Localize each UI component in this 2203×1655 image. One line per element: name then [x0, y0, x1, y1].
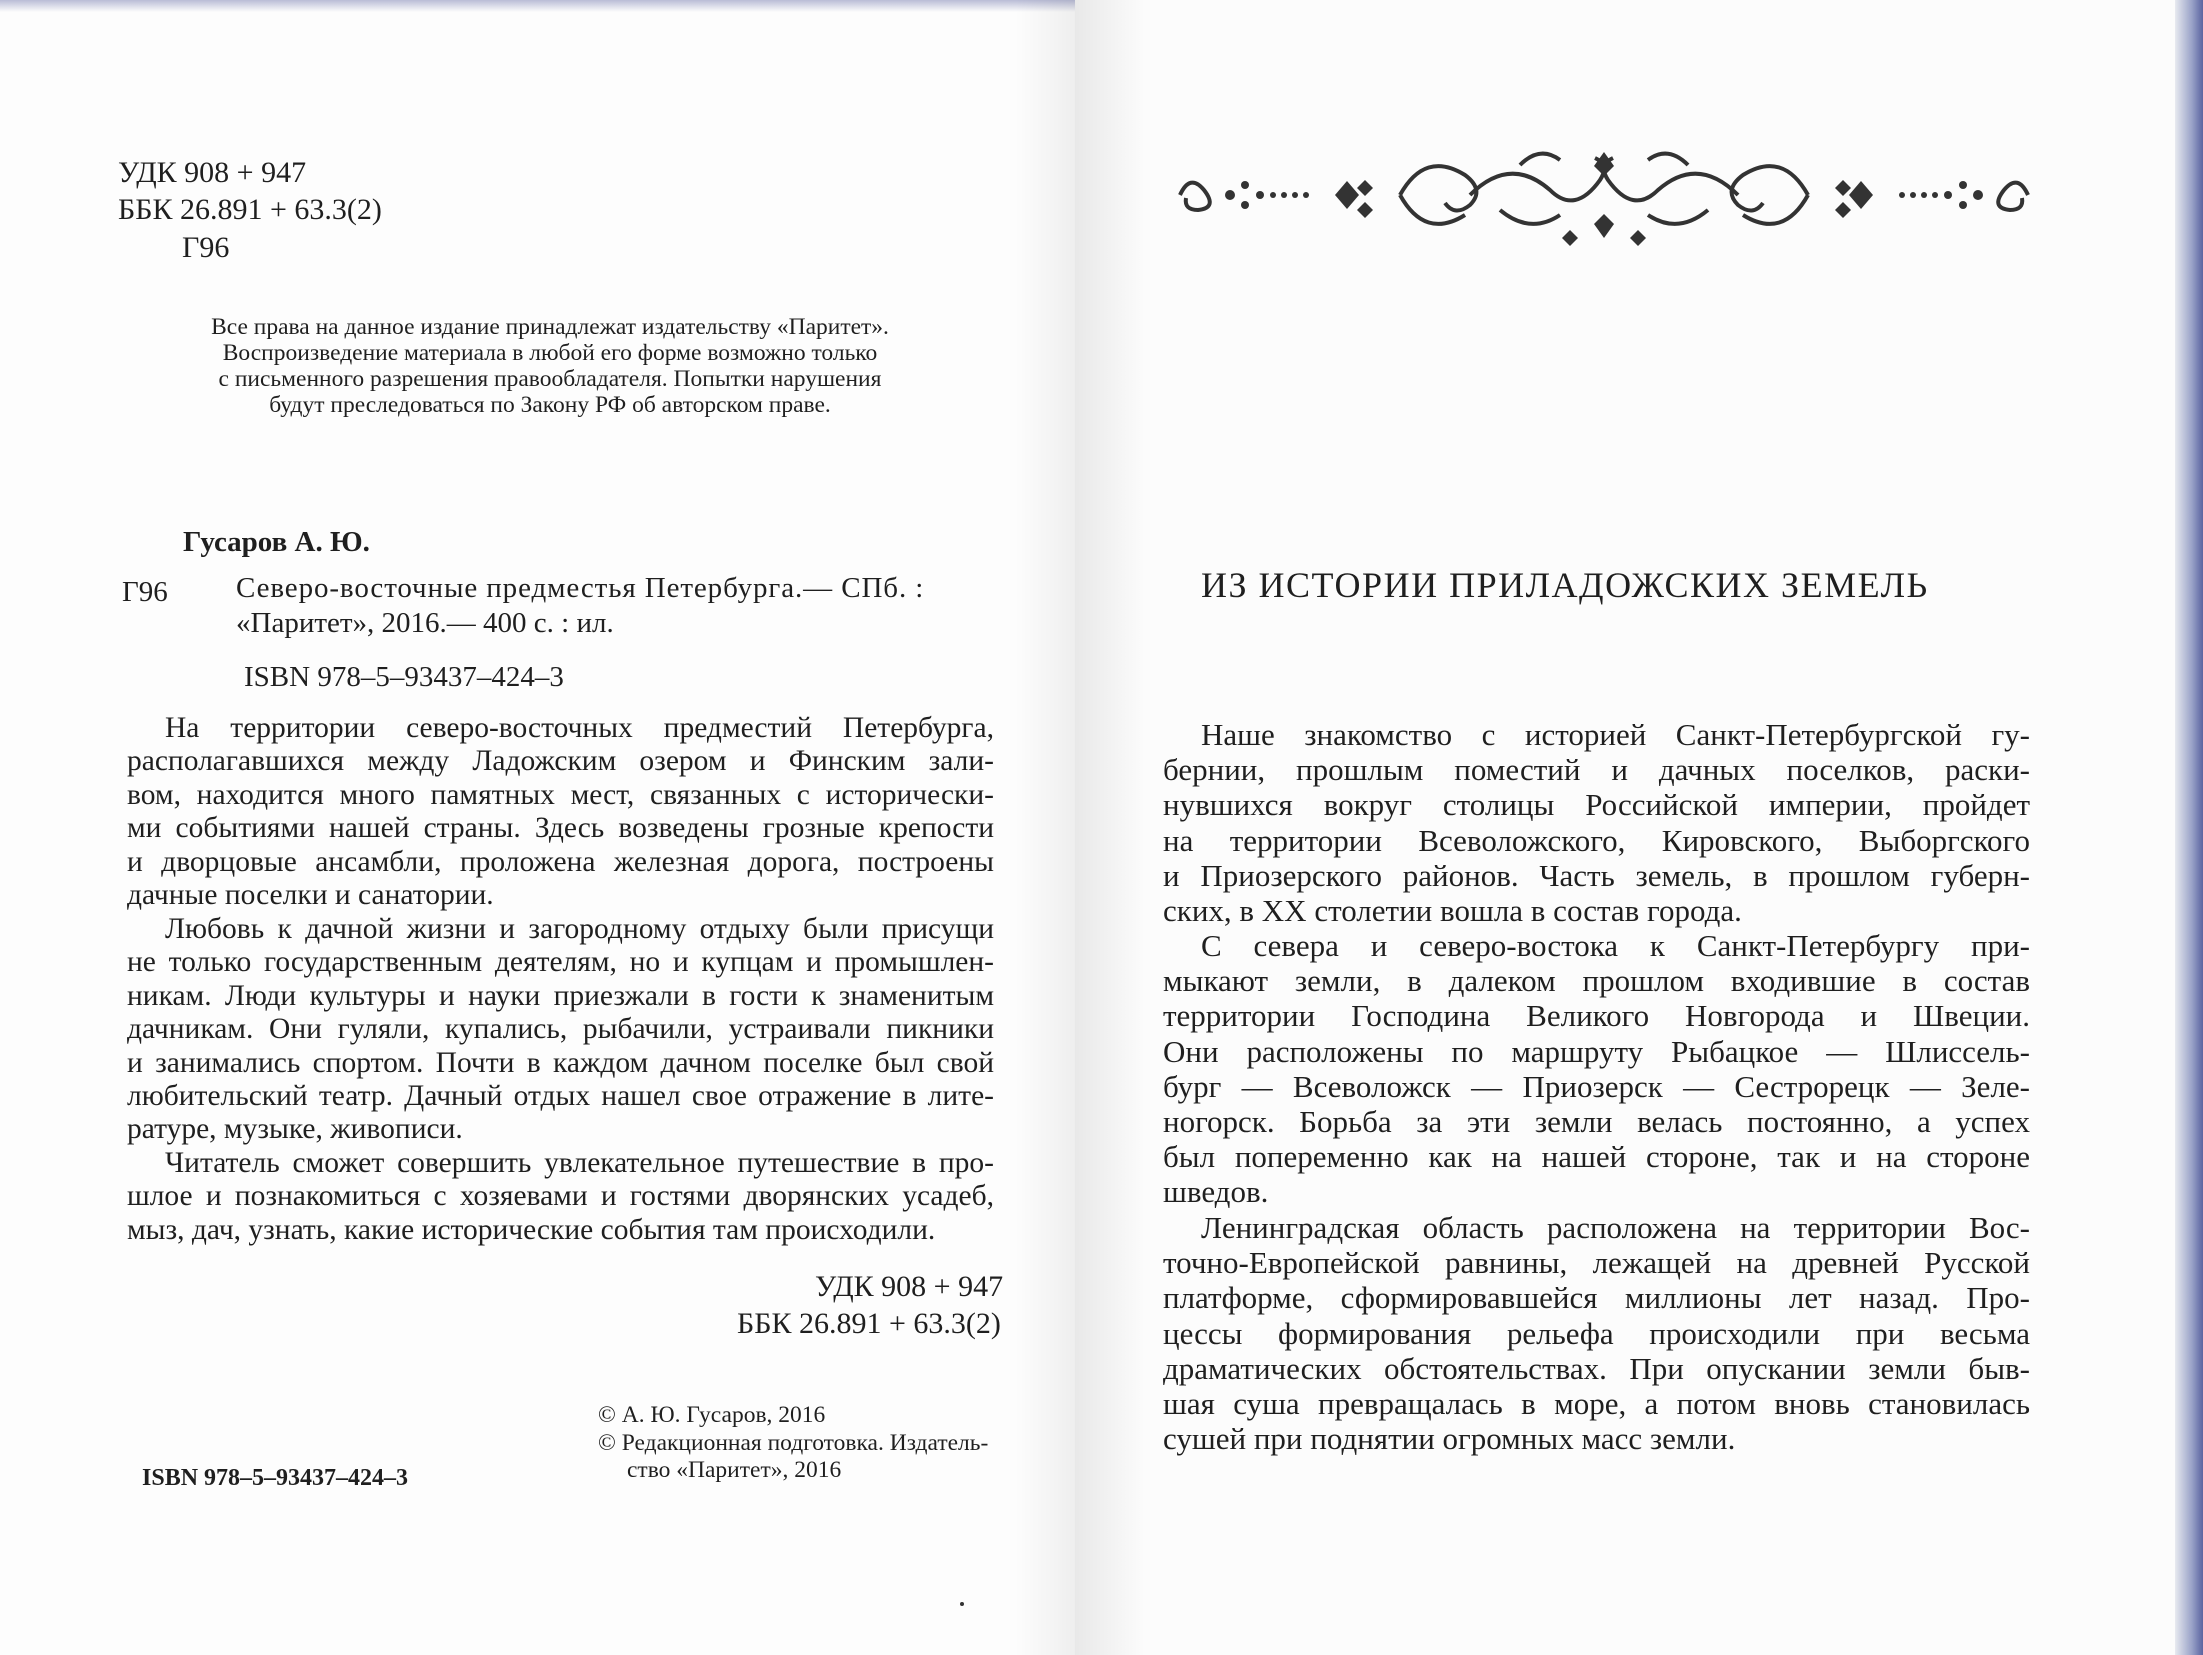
text-line: был попеременно как на нашей стороне, так и на стороне: [1163, 1139, 2030, 1175]
text-line: мыз, дач, узнать, какие исторические события там происходили.: [127, 1213, 936, 1246]
text-line: цессы формирования рельефа происходили при весьма: [1163, 1315, 2030, 1351]
page-edge-shadow: [0, 0, 1075, 12]
body-paragraph-3: [1163, 1210, 2030, 1456]
author-mark-top: Г96: [182, 231, 230, 264]
book-edge-strip: [2175, 0, 2203, 1655]
left-page: [0, 0, 1075, 1655]
print-speck: [960, 1602, 964, 1606]
text-line: ратуре, музыке, живописи.: [127, 1113, 463, 1146]
rights-line: Воспроизведение материала в любой его форме возможно только: [222, 340, 878, 366]
text-line: Наше знакомство с историей Санкт-Петербургской гу-: [1201, 717, 2030, 752]
text-line: драматических обстоятельствах. При опускании земли быв-: [1163, 1350, 2030, 1386]
chapter-title: ИЗ ИСТОРИИ ПРИЛАДОЖСКИХ ЗЕМЕЛЬ: [1201, 565, 1929, 605]
text-line: и дворцовые ансамбли, проложена железная дорога, построены: [127, 845, 994, 878]
text-line: и занимались спортом. Почти в каждом дачном поселке был свой: [127, 1046, 994, 1079]
text-line: дачные поселки и санатории.: [127, 879, 494, 912]
text-line: шая суша превращалась в море, а потом вновь становилась: [1163, 1386, 2030, 1422]
text-line: не только государственным деятелям, но и купцам и промышлен-: [127, 946, 994, 979]
isbn: ISBN 978–5–93437–424–3: [244, 661, 564, 693]
bbk-code-bottom: ББК 26.891 + 63.3(2): [737, 1307, 1001, 1340]
text-line: территории Господина Великого Новгорода и Швеции.: [1163, 998, 2030, 1034]
text-line: мыкают земли, в далеком прошлом входившие в состав: [1163, 963, 2030, 999]
text-line: Ленинградская область расположена на территории Вос-: [1201, 1210, 2030, 1245]
copyright-author: © А. Ю. Гусаров, 2016: [598, 1402, 826, 1428]
text-line: С севера и северо-востока к Санкт-Петербургу при-: [1201, 928, 2030, 963]
abstract-paragraph-1: [127, 712, 994, 912]
text-line: ми событиями нашей страны. Здесь возведены грозные крепости: [127, 812, 994, 845]
text-line: никам. Люди культуры и науки приезжали в гости к знаменитым: [127, 979, 994, 1012]
text-line: любительский театр. Дачный отдых нашел свое отражение в лите-: [127, 1080, 994, 1113]
text-line: на территории Всеволожского, Кировского, Выборгского: [1163, 822, 2030, 858]
rights-notice: [170, 314, 930, 418]
biblio-title: Северо-восточные предместья Петербурга.— СПб. :: [236, 572, 925, 604]
udk-code-top: УДК 908 + 947: [118, 156, 307, 189]
copyright-editorial-cont: ство «Паритет», 2016: [627, 1457, 842, 1483]
body-paragraph-2: [1163, 928, 2030, 1210]
text-line: платформе, сформировавшейся миллионы лет назад. Про-: [1163, 1280, 2030, 1316]
text-line: нувшихся вокруг столицы Российской империи, пройдет: [1163, 787, 2030, 823]
text-line: бург — Всеволожск — Приозерск — Сестрорецк — Зеле-: [1163, 1068, 2030, 1104]
author-mark: Г96: [122, 576, 168, 608]
text-line: вом, находится много памятных мест, связанных с исторически-: [127, 778, 994, 811]
bbk-code-top: ББК 26.891 + 63.3(2): [118, 193, 382, 226]
ornament-divider-icon: [1170, 140, 2038, 250]
author-name: Гусаров А. Ю.: [183, 526, 370, 558]
body-paragraph-1: [1163, 717, 2030, 928]
text-line: располагавшихся между Ладожским озером и Финским зали-: [127, 745, 994, 778]
text-line: точно-Европейской равнины, лежащей на древней Русской: [1163, 1245, 2030, 1281]
text-line: ских, в XX столетии вошла в состав города.: [1163, 893, 1742, 929]
copyright-editorial: © Редакционная подготовка. Издатель-: [598, 1430, 989, 1456]
text-line: Они расположены по маршруту Рыбацкое — Шлиссель-: [1163, 1033, 2030, 1069]
text-line: шлое и познакомиться с хозяевами и гостями дворянских усадеб,: [127, 1180, 994, 1213]
rights-line: будут преследоваться по Закону РФ об авторском праве.: [269, 392, 831, 418]
isbn-bottom: ISBN 978–5–93437–424–3: [142, 1465, 409, 1491]
text-line: дачникам. Они гуляли, купались, рыбачили, устраивали пикники: [127, 1013, 994, 1046]
rights-line: с письменного разрешения правообладателя. Попытки нарушения: [218, 366, 882, 392]
text-line: и Приозерского районов. Часть земель, в прошлом губерн-: [1163, 857, 2030, 893]
text-line: бернии, прошлым поместий и дачных поселков, раски-: [1163, 752, 2030, 788]
text-line: шведов.: [1163, 1174, 1269, 1210]
abstract-paragraph-2: [127, 913, 994, 1147]
biblio-imprint: «Паритет», 2016.— 400 с. : ил.: [236, 607, 614, 639]
udk-code-bottom: УДК 908 + 947: [815, 1270, 1004, 1303]
text-line: ногорск. Борьба за эти земли велась постоянно, а успех: [1163, 1104, 2030, 1140]
text-line: Читатель сможет совершить увлекательное путешествие в про-: [165, 1147, 994, 1179]
text-line: Любовь к дачной жизни и загородному отдыху были присущи: [165, 913, 994, 945]
rights-line: Все права на данное издание принадлежат издательству «Паритет».: [211, 314, 889, 340]
text-line: сушей при поднятии огромных масс земли.: [1163, 1421, 1736, 1457]
text-line: На территории северо-восточных предместий Петербурга,: [165, 712, 994, 744]
abstract-paragraph-3: [127, 1147, 994, 1247]
